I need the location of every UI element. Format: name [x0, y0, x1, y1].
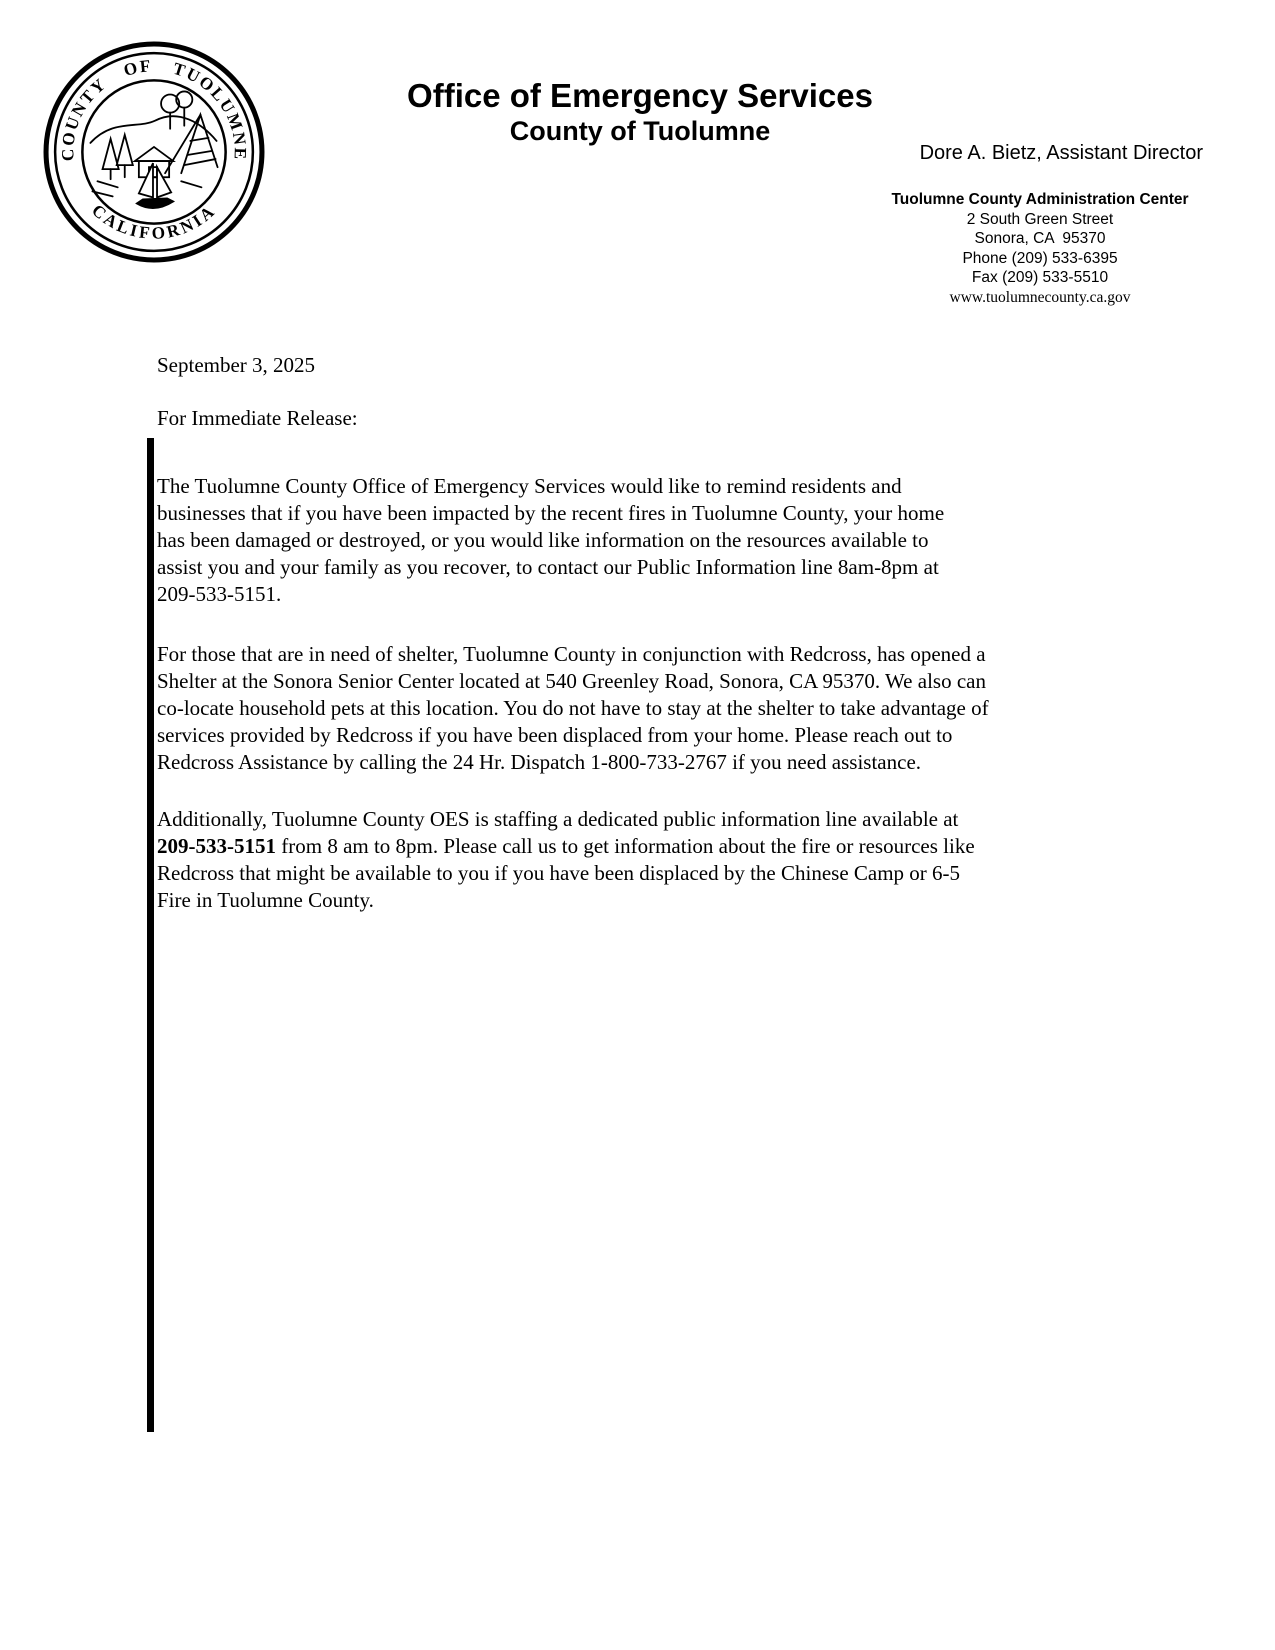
address-city: Sonora, CA 95370	[974, 230, 1106, 247]
address-fax: Fax (209) 533-5510	[971, 269, 1109, 286]
body-line: Additionally, Tuolumne County OES is staffing a dedicated public information line available at	[157, 807, 959, 831]
letterhead	[0, 0, 1275, 330]
body-line: Fire in Tuolumne County.	[157, 888, 374, 912]
revision-bar	[147, 438, 154, 1432]
body-line	[157, 833, 1152, 860]
body-line: co-locate household pets at this location. You do not have to stay at the shelter to take advantage of	[157, 696, 989, 720]
svg-text:COUNTY OF TUOLUMNE	[58, 56, 250, 162]
body-line-text: from 8 am to 8pm. Please call us to get information about the fire or resources like	[276, 834, 975, 858]
body-line: Redcross Assistance by calling the 24 Hr. Dispatch 1-800-733-2767 if you need assistance.	[157, 750, 922, 774]
release-line: For Immediate Release:	[157, 406, 358, 430]
body-line: Shelter at the Sonora Senior Center located at 540 Greenley Road, Sonora, CA 95370. We also can	[157, 669, 986, 693]
paragraph-3	[157, 806, 1152, 914]
address-street: 2 South Green Street	[966, 210, 1114, 228]
seal-scene-graphic	[90, 91, 217, 208]
letter-body	[157, 352, 1152, 914]
date-line: September 3, 2025	[157, 353, 316, 377]
body-line: assist you and your family as you recover, to contact our Public Information line 8am-8pm at	[157, 555, 939, 579]
seal-bottom-text: CALIFORNIA	[88, 200, 220, 244]
seal-top-text: COUNTY OF TUOLUMNE	[58, 55, 250, 162]
body-line: Redcross that might be available to you if you have been displaced by the Chinese Camp or 6-5	[157, 861, 961, 885]
address-website: www.tuolumnecounty.ca.gov	[949, 288, 1131, 306]
body-line: For those that are in need of shelter, Tuolumne County in conjunction with Redcross, has opened a	[157, 642, 986, 666]
page-title: Office of Emergency Services	[407, 77, 873, 114]
body-line: has been damaged or destroyed, or you would like information on the resources available to	[157, 528, 929, 552]
page-subtitle: County of Tuolumne	[509, 116, 771, 147]
body-line: services provided by Redcross if you have been displaced from your home. Please reach out to	[157, 723, 953, 747]
address-block	[878, 190, 1202, 307]
paragraph-1	[157, 473, 1152, 608]
address-org-name: Tuolumne County Administration Center	[891, 191, 1189, 208]
phone-number-bold: 209-533-5151	[157, 834, 276, 858]
body-line: 209-533-5151.	[157, 582, 282, 606]
body-line: The Tuolumne County Office of Emergency Services would like to remind residents and	[157, 474, 902, 498]
address-phone: Phone (209) 533-6395	[962, 249, 1118, 267]
paragraph-2	[157, 641, 1152, 776]
director-name: Dore A. Bietz, Assistant Director	[919, 142, 1203, 164]
body-line: businesses that if you have been impacted by the recent fires in Tuolumne County, your home	[157, 501, 945, 525]
county-seal-icon	[42, 40, 266, 264]
